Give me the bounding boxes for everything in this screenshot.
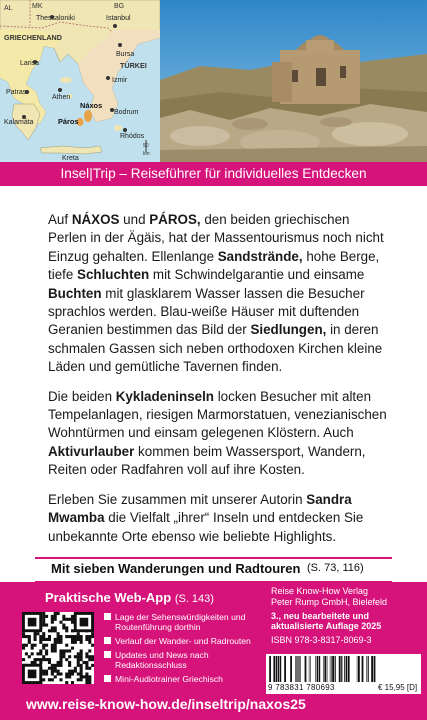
map-label-mk: MK bbox=[32, 3, 43, 10]
paragraph-intro bbox=[48, 211, 388, 377]
hiking-tours-box bbox=[35, 557, 392, 583]
text-run: den beiden griechischen Perlen in der Ägäis, hat der Massentourismus noch nicht Einzug gehalten. Ellenlange bbox=[48, 212, 384, 264]
highlight-term: Buchten bbox=[48, 285, 102, 301]
website-url[interactable]: www.reise-know-how.de/inseltrip/naxos25 bbox=[26, 696, 306, 712]
highlight-term: Kykladeninseln bbox=[115, 388, 214, 404]
edition-line-1: 3., neu bearbeitete und bbox=[271, 610, 370, 621]
paragraph-author bbox=[48, 491, 388, 546]
highlight-term: PÁROS, bbox=[149, 212, 201, 227]
checkbox-icon bbox=[104, 651, 111, 658]
checkbox-icon bbox=[104, 613, 111, 620]
publisher-info bbox=[271, 586, 421, 646]
overview-map bbox=[0, 0, 160, 162]
highlight-term: Sandstrände, bbox=[217, 248, 303, 264]
map-label-griechenland: GRIECHENLAND bbox=[4, 33, 62, 42]
qr-code[interactable] bbox=[22, 612, 94, 684]
map-label-larisa: Larisa bbox=[20, 60, 40, 67]
church-ruins-photo bbox=[160, 0, 427, 162]
map-label-bg: BG bbox=[114, 3, 125, 10]
text-run: kommen beim Wassersport, Wandern, Reiten oder Radfahren voll auf ihre Kosten. bbox=[48, 443, 366, 478]
map-label-athen: Athen bbox=[52, 94, 71, 101]
highlight-term: NÁXOS bbox=[71, 212, 120, 227]
text-run: hohe Berge, tiefe bbox=[48, 248, 380, 283]
map-label-thessaloniki: Thessaloniki bbox=[36, 15, 75, 22]
feature-item: Updates und News nach Redaktionsschluss bbox=[104, 650, 254, 670]
checkbox-icon bbox=[104, 675, 111, 682]
map-label-kreta: Kreta bbox=[62, 155, 79, 162]
checkbox-icon bbox=[104, 637, 111, 644]
map-label-bodrum: Bodrum bbox=[114, 109, 139, 116]
isbn: ISBN 978-3-8317-8069-3 bbox=[271, 635, 372, 646]
cover-header-images bbox=[0, 0, 427, 162]
map-label-naxos: Náxos bbox=[80, 101, 103, 110]
map-label-tuerkei: TÜRKEI bbox=[120, 61, 147, 70]
text-run: mit Schwindelgarantie und einsame bbox=[149, 267, 365, 283]
map-label-istanbul: Istanbul bbox=[106, 15, 131, 22]
webapp-title: Praktische Web-App bbox=[45, 590, 172, 605]
edition-line-2: aktualisierte Auflage 2025 bbox=[271, 621, 382, 632]
hiking-tours-title: Mit sieben Wanderungen und Radtouren bbox=[51, 561, 301, 576]
webapp-page: (S. 143) bbox=[174, 593, 214, 605]
price: € 15,95 [D] bbox=[378, 683, 418, 692]
highlight-term: Sandra Mwamba bbox=[48, 491, 352, 526]
map-label-patras: Patras bbox=[6, 89, 27, 96]
map-label-bursa: Bursa bbox=[116, 51, 135, 58]
map-label-paros: Páros bbox=[58, 117, 79, 126]
webapp-feature-list bbox=[104, 612, 254, 688]
text-run: in deren schmalen Gassen sich neben orthodoxen Kirchen kleine Läden und gemütliche Tavernen finden. bbox=[48, 322, 383, 375]
text-run: mit glasklarem Wasser lassen die Besucher sprachlos werden. Blau-weiße Häuser mit duftenden Geranien bestimmen das Bild der bbox=[48, 285, 365, 338]
text-run: die Vielfalt „ihrer“ Inseln und entdecken Sie unbekannte Orte ebenso wie beliebte Highlights. bbox=[48, 510, 364, 544]
text-run: Auf bbox=[48, 212, 72, 227]
publisher-company: Peter Rump GmbH, Bielefeld bbox=[271, 596, 388, 607]
feature-item: Mini-Audiotrainer Griechisch bbox=[104, 674, 254, 684]
text-run: Erleben Sie zusammen mit unserer Autorin bbox=[48, 491, 307, 507]
map-label-izmir: Izmir bbox=[112, 77, 128, 84]
feature-item: Verlauf der Wander- und Radrouten bbox=[104, 636, 254, 646]
text-run: und bbox=[119, 212, 150, 227]
map-scale-unit: km bbox=[143, 151, 150, 157]
highlight-term: Siedlungen, bbox=[250, 322, 327, 338]
publisher-name: Reise Know-How Verlag bbox=[271, 586, 369, 596]
text-run: locken Besucher mit alten Tempelanlagen, riesigen Marmorstatuen, venezianischen Wohntürmen und einsam gelegenen Klöstern. Auch bbox=[48, 388, 387, 441]
feature-item: Lage der Sehenswürdigkeiten und Routenführung dorthin bbox=[104, 612, 254, 632]
map-label-al: AL bbox=[4, 5, 13, 12]
hiking-tours-pages: (S. 73, 116) bbox=[307, 562, 364, 574]
paragraph-kykladen bbox=[48, 388, 388, 480]
barcode-number: 9 783831 780693 bbox=[268, 683, 335, 692]
map-scale-value: 50 bbox=[143, 143, 149, 149]
map-label-kalamata: Kalamáta bbox=[4, 119, 34, 126]
description-text bbox=[48, 211, 388, 557]
text-run: Die beiden bbox=[48, 388, 116, 404]
back-cover-footer bbox=[0, 582, 427, 720]
barcode bbox=[266, 654, 421, 694]
map-graphic bbox=[0, 0, 160, 162]
series-tagline-band: Insel|Trip – Reiseführer für individuelles Entdecken bbox=[0, 162, 427, 186]
highlight-term: Aktivurlauber bbox=[48, 443, 135, 459]
highlight-term: Schluchten bbox=[77, 267, 150, 283]
webapp-heading bbox=[45, 590, 214, 605]
map-label-rhodos: Rhódos bbox=[120, 133, 145, 140]
